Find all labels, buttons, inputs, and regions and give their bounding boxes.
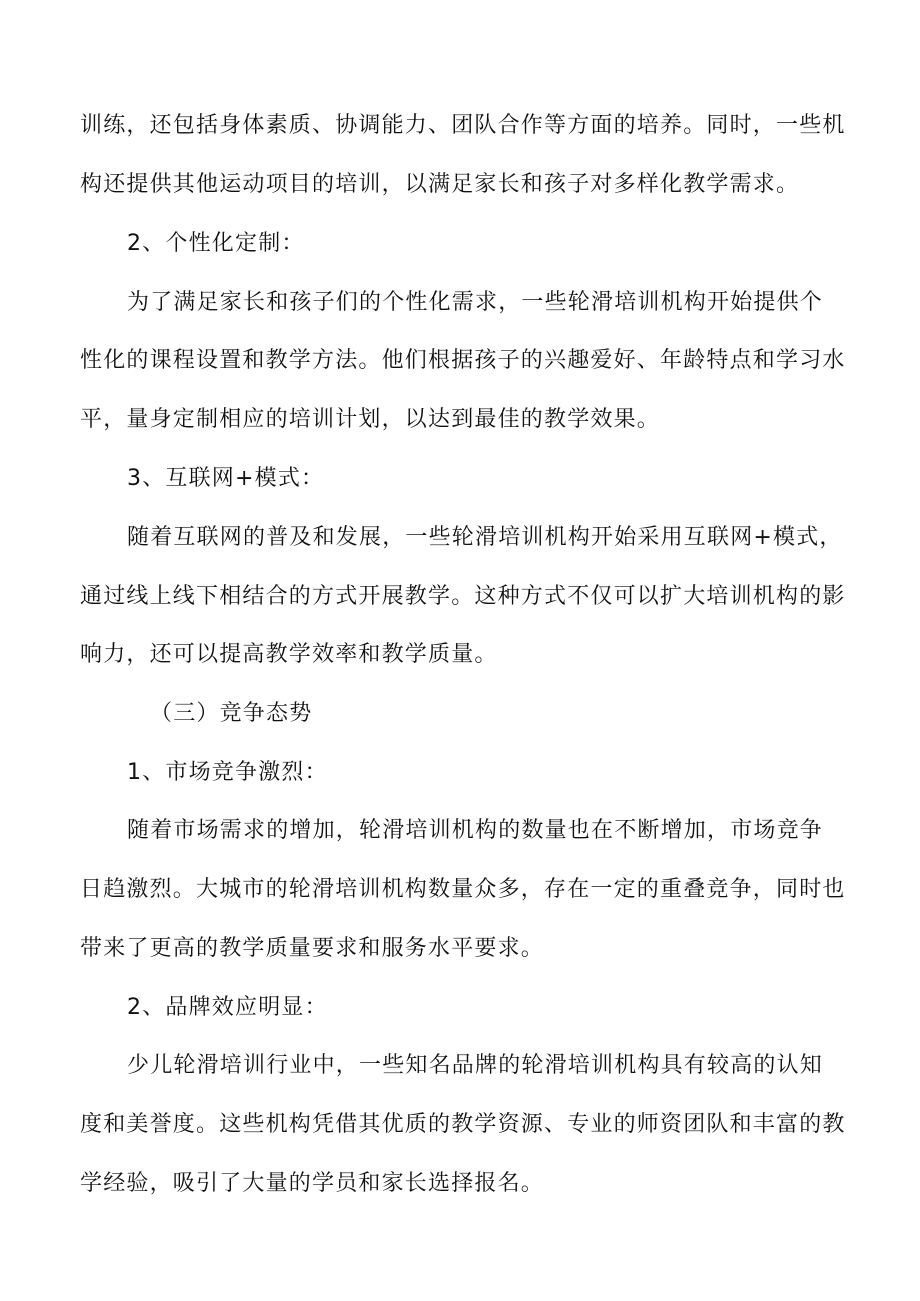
section-heading: 3、互联网+模式：	[127, 466, 325, 491]
paragraph-line: 少儿轮滑培训行业中，一些知名品牌的轮滑培训机构具有较高的认知	[127, 1053, 824, 1078]
paragraph-line: 随着互联网的普及和发展，一些轮滑培训机构开始采用互联网+模式，	[127, 525, 843, 550]
paragraph-line: 度和美誉度。这些机构凭借其优质的教学资源、专业的师资团队和丰富的教	[80, 1112, 846, 1137]
section-heading: 2、品牌效应明显：	[127, 995, 328, 1020]
paragraph-line: 性化的课程设置和教学方法。他们根据孩子的兴趣爱好、年龄特点和学习水	[80, 348, 846, 373]
paragraph-line: 构还提供其他运动项目的培训，以满足家长和孩子对多样化教学需求。	[80, 172, 800, 197]
paragraph-line: 为了满足家长和孩子们的个性化需求，一些轮滑培训机构开始提供个	[127, 290, 824, 315]
paragraph-line: 训练，还包括身体素质、协调能力、团队合作等方面的培养。同时，一些机	[80, 113, 846, 138]
chapter-heading: （三）竞争态势	[150, 701, 313, 726]
paragraph-line: 响力，还可以提高教学效率和教学质量。	[80, 642, 498, 667]
section-heading: 2、个性化定制：	[127, 231, 305, 256]
paragraph-line: 平，量身定制相应的培训计划，以达到最佳的教学效果。	[80, 407, 661, 432]
paragraph-line: 日趋激烈。大城市的轮滑培训机构数量众多，存在一定的重叠竞争，同时也	[80, 877, 846, 902]
paragraph-line: 学经验，吸引了大量的学员和家长选择报名。	[80, 1171, 545, 1196]
paragraph-line: 通过线上线下相结合的方式开展教学。这种方式不仅可以扩大培训机构的影	[80, 584, 846, 609]
section-heading: 1、市场竞争激烈：	[127, 760, 328, 785]
paragraph-line: 随着市场需求的增加，轮滑培训机构的数量也在不断增加，市场竞争	[127, 818, 824, 843]
paragraph-line: 带来了更高的教学质量要求和服务水平要求。	[80, 936, 545, 961]
